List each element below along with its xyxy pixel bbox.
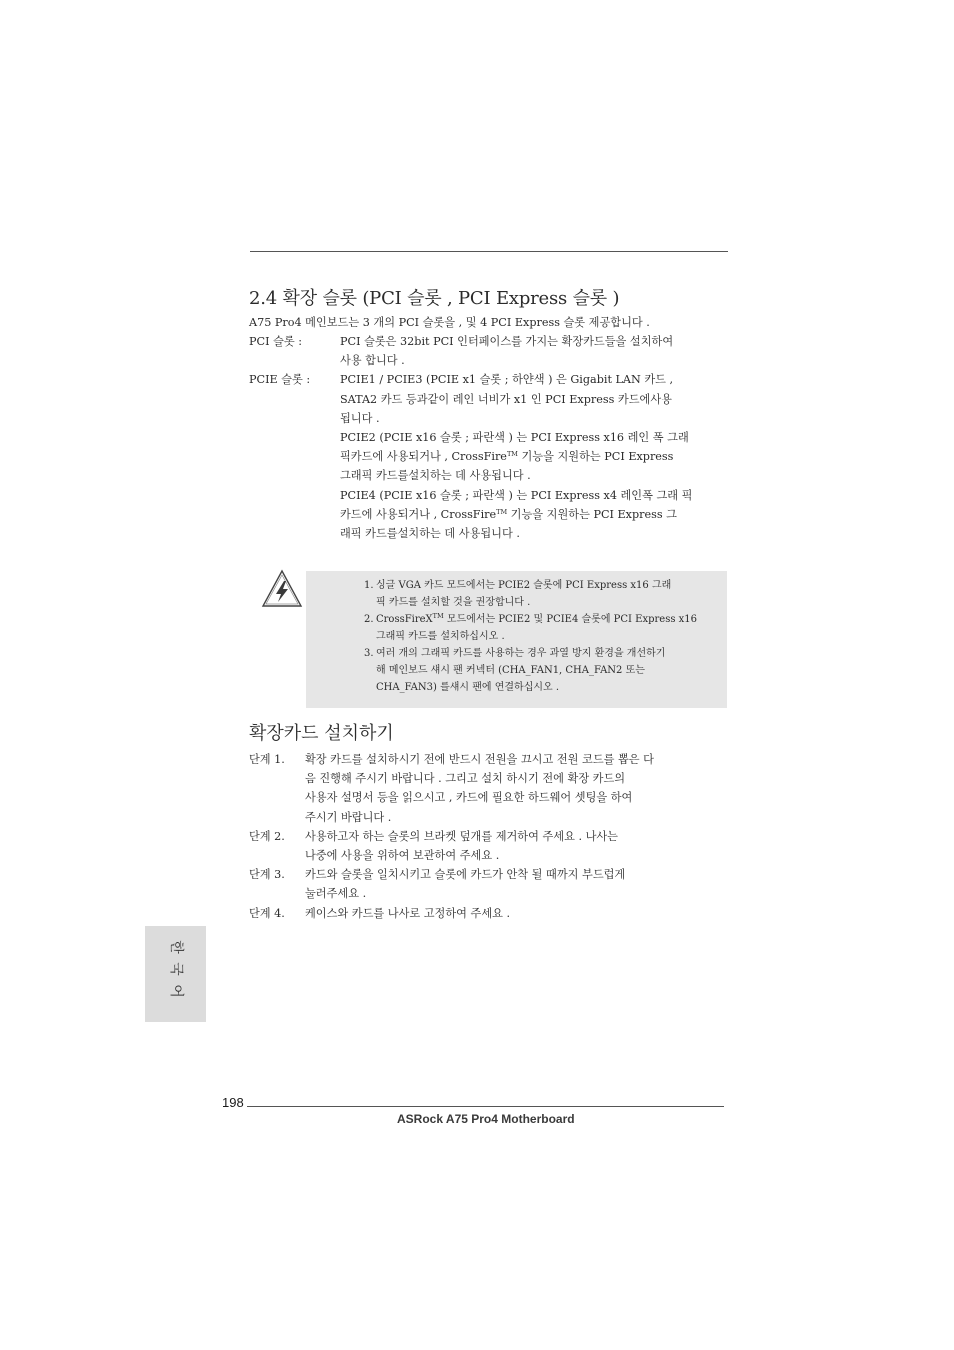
language-label: [168, 936, 184, 1002]
footer-text: ASRock A75 Pro4 Motherboard: [397, 1112, 575, 1126]
text-fragment: 기능을 지원하는 PCI Express 그: [507, 507, 677, 521]
text-line: 확장 카드를 설치하시기 전에 반드시 전원을 끄시고 전원 코드를 뽑은 다: [305, 753, 654, 766]
text-line: 그래픽 카드를 설치하십시오 .: [376, 631, 505, 642]
pci-slot-definition: [249, 332, 729, 370]
install-title: 확장카드 설치하기: [249, 723, 394, 744]
pci-slot-term: PCI 슬롯 :: [249, 335, 303, 348]
pcie2-line-1: PCIE2 (PCIE x16 슬롯 ; 파란색 ) 는 PCI Express x16 레인 폭 그래: [340, 431, 689, 445]
step-text: [305, 750, 729, 827]
step-item: [249, 904, 729, 923]
text-line: 해 메인보드 섀시 팬 커넥터 (CHA_FAN1, CHA_FAN2 또는: [376, 665, 645, 676]
text-fragment: 기능을 지원하는 PCI Express: [517, 450, 674, 464]
warning-triangle-icon: [261, 569, 303, 609]
note-number: 2.: [364, 614, 374, 625]
text-line: 사용자 설명서 등을 읽으시고 , 카드에 필요한 하드웨어 셋팅을 하여: [305, 791, 633, 805]
note-number: 1.: [364, 580, 374, 591]
language-char: 국: [168, 962, 184, 976]
pcie4-line-1: PCIE4 (PCIE x16 슬롯 ; 파란색 ) 는 PCI Express x4 레인폭 그래 픽: [340, 488, 693, 502]
trademark-mark: TM: [496, 507, 508, 516]
text-line: 싱글 VGA 카드 모드에서는 PCIE2 슬롯에 PCI Express x16 그래: [376, 580, 672, 591]
text-line: 케이스와 카드를 나사로 고정하여 주세요 .: [305, 906, 511, 920]
language-char: 한: [168, 940, 184, 954]
text-line: 사용 합니다 .: [340, 354, 405, 368]
text-line: 카드와 슬롯을 일치시키고 슬롯에 카드가 안착 될 때까지 부드럽게: [305, 868, 626, 882]
text-line: 나중에 사용을 위하여 보관하여 주세요 .: [305, 849, 500, 863]
pci-slot-description: [340, 332, 729, 370]
pcie-slot-definition: [249, 370, 729, 543]
page-number: 198: [222, 1095, 244, 1110]
text-line: 주시기 바랍니다 .: [305, 810, 392, 824]
note-list: [364, 577, 697, 696]
step-label: 단계 4.: [249, 906, 285, 920]
text-line: 눌러주세요 .: [305, 887, 367, 901]
install-steps: [249, 750, 729, 923]
trademark-mark: TM: [432, 612, 444, 620]
pcie2-line-3: 그래픽 카드를설치하는 데 사용됩니다 .: [340, 469, 531, 483]
note-box: [306, 571, 727, 708]
text-line: SATA2 카드 등과같이 레인 너비가 x1 인 PCI Express 카드에사용: [340, 392, 672, 406]
top-rule: [250, 251, 728, 252]
text-fragment: 카드에 사용되거나 , CrossFire: [340, 507, 497, 521]
step-item: [249, 827, 729, 865]
section-title: 2.4 확장 슬롯 (PCI 슬롯 , PCI Express 슬롯 ): [249, 288, 620, 309]
step-item: [249, 750, 729, 827]
text-line: 사용하고자 하는 슬롯의 브라켓 덮개를 제거하여 주세요 . 나사는: [305, 829, 618, 843]
pcie2-line-2: [340, 447, 729, 466]
step-text: [305, 904, 729, 923]
note-number: 3.: [364, 648, 374, 659]
note-item: [364, 611, 697, 645]
pcie-slot-description: [340, 370, 729, 543]
step-label: 단계 1.: [249, 753, 285, 766]
trademark-mark: TM: [506, 450, 518, 459]
text-fragment: 픽카드에 사용되거나 , CrossFire: [340, 450, 507, 464]
step-item: [249, 865, 729, 903]
text-fragment: CrossFireX: [376, 614, 433, 625]
pcie-slot-term: PCIE 슬롯 :: [249, 373, 311, 387]
step-text: [305, 827, 729, 865]
slot-definitions: [249, 332, 729, 543]
intro-text: A75 Pro4 메인보드는 3 개의 PCI 슬롯을 , 및 4 PCI Express 슬롯 제공합니다 .: [249, 316, 650, 329]
language-char: 어: [168, 984, 184, 998]
text-line: [376, 611, 697, 628]
text-line: 픽 카드를 설치할 것을 권장합니다 .: [376, 597, 531, 608]
text-line: 여러 개의 그래픽 카드를 사용하는 경우 과열 방지 환경을 개선하기: [376, 648, 666, 659]
text-line: PCI 슬롯은 32bit PCI 인터페이스를 가지는 확장카드들을 설치하여: [340, 335, 674, 348]
text-fragment: 모드에서는 PCIE2 및 PCIE4 슬롯에 PCI Express x16: [443, 614, 698, 625]
bottom-rule: [247, 1106, 724, 1107]
pcie4-line-3: 래픽 카드를설치하는 데 사용됩니다 .: [340, 527, 520, 541]
text-line: 됩니다 .: [340, 411, 380, 425]
text-line: 음 진행해 주시기 바랍니다 . 그리고 설치 하시기 전에 확장 카드의: [305, 772, 626, 786]
step-text: [305, 865, 729, 903]
note-item: [364, 645, 697, 696]
note-item: [364, 577, 697, 611]
text-line: CHA_FAN3) 를섀시 팬에 연결하십시오 .: [376, 682, 560, 693]
text-line: PCIE1 / PCIE3 (PCIE x1 슬롯 ; 하얀색 ) 은 Gigabit LAN 카드 ,: [340, 373, 674, 387]
step-label: 단계 2.: [249, 829, 285, 843]
pcie4-line-2: [340, 505, 729, 524]
step-label: 단계 3.: [249, 868, 285, 882]
language-side-tab: [145, 926, 206, 1022]
